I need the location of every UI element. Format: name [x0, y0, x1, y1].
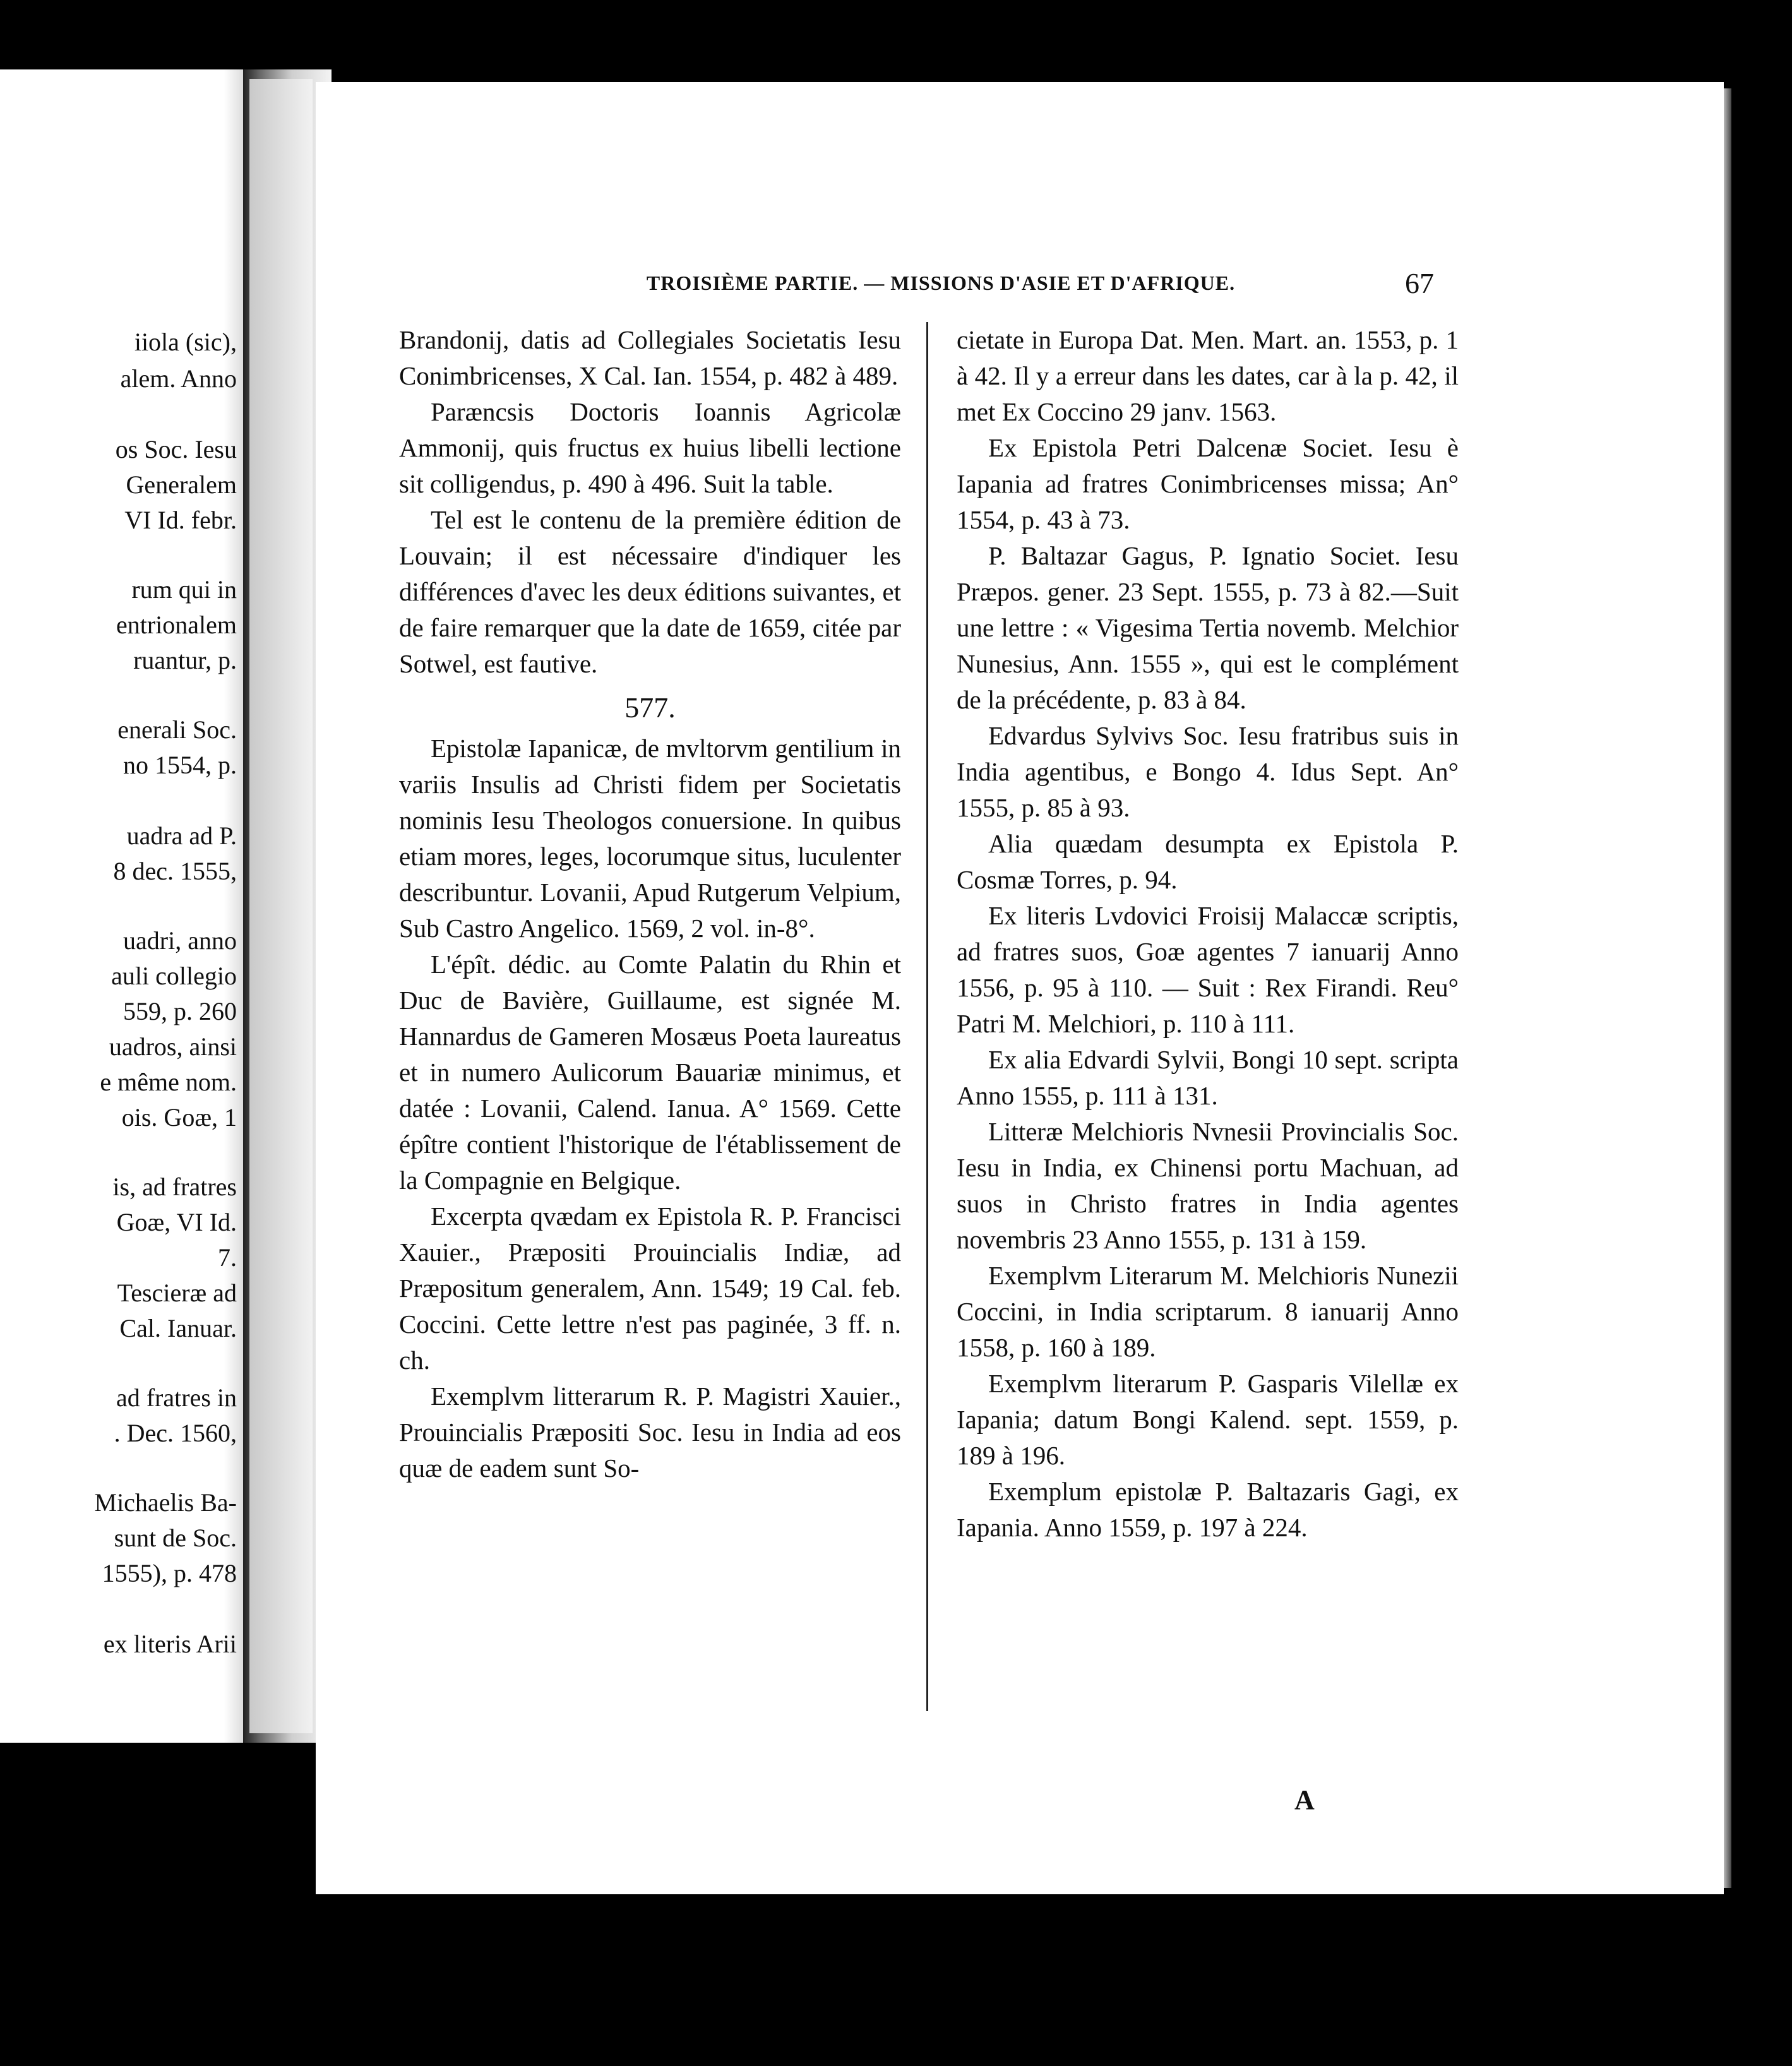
- gutter-page-curve: [249, 79, 313, 1733]
- text-column-right: [957, 322, 1459, 1546]
- signature-mark: A: [1294, 1784, 1315, 1815]
- left-line: Cal. Ianuar.: [119, 1314, 237, 1342]
- left-line: uadri, anno: [123, 926, 237, 955]
- left-line: no 1554, p.: [123, 751, 237, 779]
- left-line: alem. Anno: [120, 364, 237, 393]
- left-line: ruantur, p.: [133, 646, 237, 674]
- paragraph: Excerpta qvædam ex Epistola R. P. Francisci Xauier., Præpositi Prouincialis Indiæ, ad Præpositum generalem, Ann. 1549; 19 Cal. feb. Coccini. Cette lettre n'est pas paginée, 3 ff. n. ch.: [399, 1202, 901, 1375]
- paragraph: Exemplvm Literarum M. Melchioris Nunezii Coccini, in India scriptarum. 8 ianuarij Anno 1558, p. 160 à 189.: [957, 1261, 1459, 1362]
- left-line: Generalem: [126, 470, 237, 499]
- paragraph: Ex literis Lvdovici Froisij Malaccæ scriptis, ad fratres suos, Goæ agentes 7 ianuarij Anno 1556, p. 95 à 110. — Suit : Rex Firandi. Reu° Patri M. Melchiori, p. 110 à 111.: [957, 901, 1459, 1038]
- left-line: Goæ, VI Id.: [116, 1208, 237, 1236]
- left-line: entrionalem: [116, 611, 237, 639]
- left-line: uadros, ainsi: [109, 1032, 237, 1061]
- left-line: Tescieræ ad: [117, 1279, 237, 1307]
- left-line: enerali Soc.: [117, 715, 237, 744]
- page-edge-shadow: [1724, 88, 1731, 1888]
- paragraph: cietate in Europa Dat. Men. Mart. an. 1553, p. 1 à 42. Il y a erreur dans les dates, car à la p. 42, il met Ex Coccino 29 janv. 1563.: [957, 325, 1459, 426]
- paragraph: L'épît. dédic. au Comte Palatin du Rhin et Duc de Bavière, Guillaume, est signée M. Hannardus de Gameren Mosæus Poeta laureatus et in numero Aulicorum Bauariæ minimus, et datée : Lovanii, Calend. Ianua. A° 1569. Cette épître contient l'historique de l'établissement de la Compagnie en Belgique.: [399, 950, 901, 1195]
- text-column-left: [399, 322, 901, 1486]
- left-line: 559, p. 260: [123, 997, 237, 1025]
- column-divider: [926, 322, 928, 1711]
- left-line: sunt de Soc.: [114, 1524, 237, 1552]
- left-line: uadra ad P.: [126, 821, 237, 850]
- left-line: ex literis Arii: [103, 1630, 237, 1658]
- left-line: e même nom.: [100, 1068, 237, 1096]
- left-line: ois. Goæ, 1: [121, 1103, 237, 1132]
- paragraph: Alia quædam desumpta ex Epistola P. Cosmæ Torres, p. 94.: [957, 829, 1459, 894]
- left-line: . Dec. 1560,: [114, 1419, 237, 1447]
- left-line: os Soc. Iesu: [115, 435, 237, 463]
- left-facing-page: [0, 69, 243, 1743]
- paragraph: Ex Epistola Petri Dalcenæ Societ. Iesu è Iapania ad fratres Conimbricenses missa; An° 1554, p. 43 à 73.: [957, 433, 1459, 534]
- paragraph: P. Baltazar Gagus, P. Ignatio Societ. Iesu Præpos. gener. 23 Sept. 1555, p. 73 à 82.—Suit une lettre : « Vigesima Tertia novemb. Melchior Nunesius, Ann. 1555 », qui est le complément de la précédente, p. 83 à 84.: [957, 541, 1459, 714]
- left-line: is, ad fratres: [112, 1173, 237, 1201]
- running-head: TROISIÈME PARTIE. — MISSIONS D'ASIE ET D'AFRIQUE.: [646, 272, 1236, 294]
- paragraph: Exemplvm litterarum R. P. Magistri Xauier., Prouincialis Præpositi Soc. Iesu in India ad eos quæ de eadem sunt So-: [399, 1382, 901, 1483]
- left-line: 8 dec. 1555,: [113, 857, 237, 885]
- left-line: 7.: [218, 1243, 237, 1272]
- paragraph: Paræncsis Doctoris Ioannis Agricolæ Ammonij, quis fructus ex huius libelli lectione sit colligendus, p. 490 à 496. Suit la table.: [399, 397, 901, 498]
- left-line: Michaelis Ba-: [94, 1488, 237, 1517]
- page-number: 67: [1405, 267, 1434, 299]
- left-line: VI Id. febr.: [124, 506, 237, 534]
- entry-number: 577.: [624, 691, 676, 724]
- paragraph: Brandonij, datis ad Collegiales Societatis Iesu Conimbricenses, X Cal. Ian. 1554, p. 482 à 489.: [399, 325, 901, 390]
- paragraph: Litteræ Melchioris Nvnesii Provincialis Soc. Iesu in India, ex Chinensi portu Machuan, ad suos in Christo fratres in India agentes novembris 23 Anno 1555, p. 131 à 159.: [957, 1117, 1459, 1254]
- paragraph: Edvardus Sylvivs Soc. Iesu fratribus suis in India agentibus, e Bongo 4. Idus Sept. An° 1555, p. 85 à 93.: [957, 721, 1459, 822]
- paragraph: Tel est le contenu de la première édition de Louvain; il est nécessaire d'indiquer les différences d'avec les deux éditions suivantes, et de faire remarquer que la date de 1659, citée par Sotwel, est fautive.: [399, 505, 901, 678]
- paragraph: Ex alia Edvardi Sylvii, Bongi 10 sept. scripta Anno 1555, p. 111 à 131.: [957, 1045, 1459, 1110]
- left-line: rum qui in: [131, 575, 237, 604]
- left-line: iiola (sic),: [134, 328, 237, 356]
- paragraph: Epistolæ Iapanicæ, de mvltorvm gentilium in variis Insulis ad Christi fidem per Societatis nominis Iesu Theologos conuersione. In quibus etiam mores, leges, locorumque situs, luculenter describuntur. Lovanii, Apud Rutgerum Velpium, Sub Castro Angelico. 1569, 2 vol. in-8°.: [399, 734, 901, 943]
- left-line: auli collegio: [111, 962, 237, 990]
- left-line: ad fratres in: [116, 1383, 237, 1412]
- left-line: 1555), p. 478: [102, 1559, 237, 1587]
- paragraph: Exemplvm literarum P. Gasparis Vilellæ ex Iapania; datum Bongi Kalend. sept. 1559, p. 189 à 196.: [957, 1369, 1459, 1470]
- paragraph: Exemplum epistolæ P. Baltazaris Gagi, ex Iapania. Anno 1559, p. 197 à 224.: [957, 1477, 1459, 1542]
- left-page-text: [0, 69, 237, 1743]
